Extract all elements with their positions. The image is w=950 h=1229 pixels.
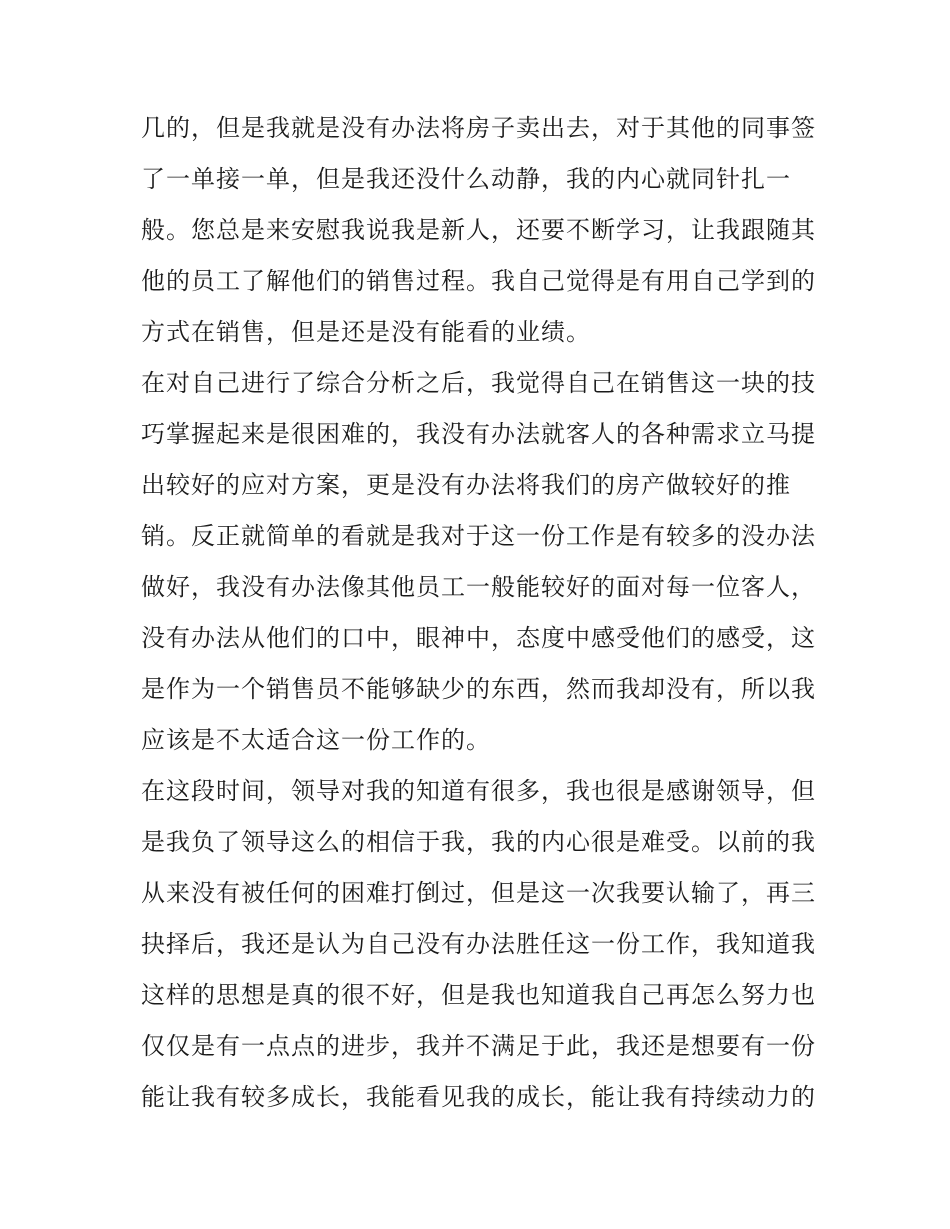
text-line: 抉择后，我还是认为自己没有办法胜任这一份工作，我知道我 bbox=[141, 930, 816, 958]
text-line: 般。您总是来安慰我说我是新人，还要不断学习，让我跟随其 bbox=[141, 216, 816, 244]
text-line: 他的员工了解他们的销售过程。我自己觉得是有用自己学到的 bbox=[141, 267, 816, 295]
text-line: 销。反正就简单的看就是我对于这一份工作是有较多的没办法 bbox=[141, 522, 816, 550]
text-line: 从来没有被任何的困难打倒过，但是这一次我要认输了，再三 bbox=[141, 879, 816, 907]
text-line: 做好，我没有办法像其他员工一般能较好的面对每一位客人， bbox=[141, 573, 816, 601]
text-line: 出较好的应对方案，更是没有办法将我们的房产做较好的推 bbox=[141, 471, 791, 499]
text-line: 应该是不太适合这一份工作的。 bbox=[141, 726, 491, 754]
body-text bbox=[141, 103, 821, 1123]
text-line: 了一单接一单，但是我还没什么动静，我的内心就同针扎一 bbox=[141, 165, 791, 193]
text-line: 没有办法从他们的口中，眼神中，态度中感受他们的感受，这 bbox=[141, 624, 816, 652]
text-line: 巧掌握起来是很困难的，我没有办法就客人的各种需求立马提 bbox=[141, 420, 816, 448]
text-line: 是作为一个销售员不能够缺少的东西，然而我却没有，所以我 bbox=[141, 675, 816, 703]
text-line: 方式在销售，但是还是没有能看的业绩。 bbox=[141, 318, 591, 346]
text-line: 在对自己进行了综合分析之后，我觉得自己在销售这一块的技 bbox=[141, 369, 816, 397]
text-line: 是我负了领导这么的相信于我，我的内心很是难受。以前的我 bbox=[141, 828, 816, 856]
text-line: 仅仅是有一点点的进步，我并不满足于此，我还是想要有一份 bbox=[141, 1032, 816, 1060]
text-line: 这样的思想是真的很不好，但是我也知道我自己再怎么努力也 bbox=[141, 981, 816, 1009]
text-line: 几的，但是我就是没有办法将房子卖出去，对于其他的同事签 bbox=[141, 114, 816, 142]
text-line: 在这段时间，领导对我的知道有很多，我也很是感谢领导，但 bbox=[141, 777, 816, 805]
text-line: 能让我有较多成长，我能看见我的成长，能让我有持续动力的 bbox=[141, 1083, 816, 1111]
